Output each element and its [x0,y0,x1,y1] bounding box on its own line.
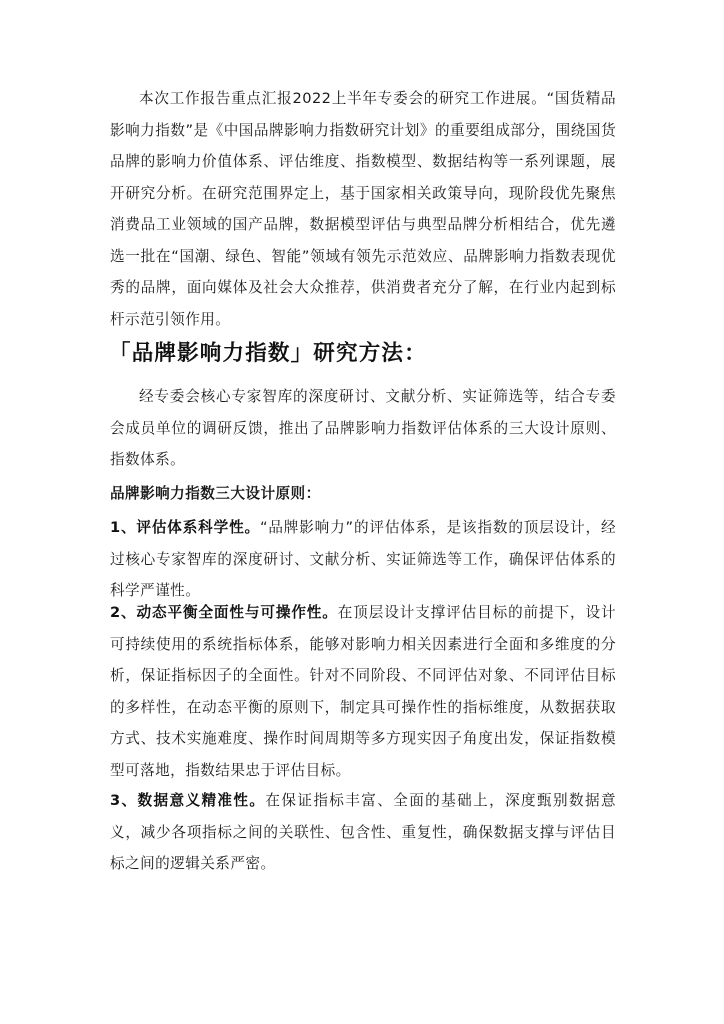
principle-3-body: 在保证指标丰富、全面的基础上，深度甄别数据意义，减少各项指标之间的关联性、包含性、重复性，确保数据支撑与评估目标之间的逻辑关系严密。 [110,792,617,872]
method-paragraph: 经专委会核心专家智库的深度研讨、文献分析、实证筛选等，结合专委会成员单位的调研反馈，推出了品牌影响力指数评估体系的三大设计原则、指数体系。 [110,388,616,468]
principle-2-lead: 2、动态平衡全面性与可操作性。 [110,604,338,621]
principle-3-lead: 3、数据意义精准性。 [110,792,266,809]
intro-paragraph: 本次工作报告重点汇报2022上半年专委会的研究工作进展。“国货精品影响力指数”是《中国品牌影响力指数研究计划》的重要组成部分，围绕国货品牌的影响力价值体系、评估维度、指数模型、数据结构等一系列课题，展开研究分析。在研究范围界定上，基于国家相关政策导向，现阶段优先聚焦消费品工业领域的国产品牌，数据模型评估与典型品牌分析相结合，优先遴选一批在“国潮、绿色、智能”领域有领先示范效应、品牌影响力指数表现优秀的品牌，面向媒体及社会大众推荐，供消费者充分了解，在行业内起到标杆示范引领作用。 [110,90,616,328]
principle-3 [110,785,616,880]
principle-1-body: “品牌影响力”的评估体系，是该指数的顶层设计，经过核心专家智库的深度研讨、文献分析、实证筛选等工作，确保评估体系的科学严谨性。 [110,519,616,599]
principle-2-body: 在顶层设计支撑评估目标的前提下，设计可持续使用的系统指标体系，能够对影响力相关因素进行全面和多维度的分析，保证指标因子的全面性。针对不同阶段、不同评估对象、不同评估目标的多样性，在动态平衡的原则下，制定具可操作性的指标维度，从数据获取方式、技术实施难度、操作时间周期等多方现实因子角度出发，保证指数模型可落地，指数结果忠于评估目标。 [110,604,616,779]
principle-2 [110,597,616,786]
principles-heading: 品牌影响力指数三大设计原则： [110,485,321,502]
principle-1 [110,512,616,607]
section-heading: 「品牌影响力指数」研究方法： [109,341,427,366]
principle-1-lead: 1、评估体系科学性。 [110,519,260,536]
